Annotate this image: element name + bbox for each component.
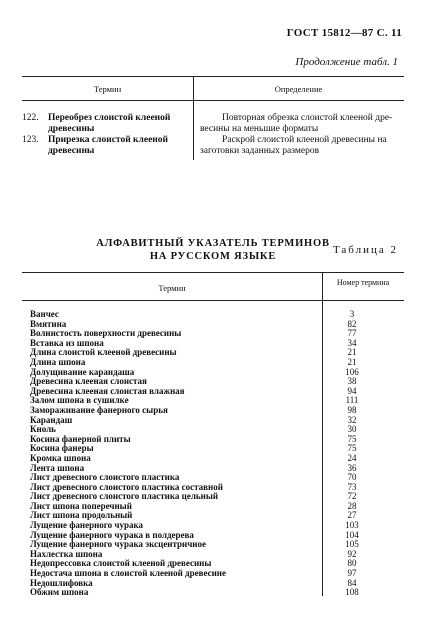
index-term: Лист шпона поперечный [30,500,132,511]
index-term-number: 105 [345,539,359,550]
index-term-number: 24 [347,452,357,463]
index-term-number: 103 [345,520,359,531]
page-header: ГОСТ 15812—87 С. 11 [286,27,402,39]
index-term: Длина шпона [30,356,86,367]
index-term-number: 34 [347,337,357,348]
table2-label: Таблица 2 [332,244,398,256]
table1-col-definition: Определение [274,84,323,94]
index-term-number: 97 [347,568,357,579]
index-term: Вставка из шпона [30,337,104,348]
index-term-number: 82 [347,318,357,329]
index-list [30,310,376,598]
index-term: Карандаш [30,414,73,425]
index-term: Лист древесного слоистого пластика [30,472,180,483]
index-term-number: 98 [347,404,357,415]
index-term: Лист древесного слоистого пластика цельный [30,491,219,502]
index-term: Лист древесного слоистого пластика составной [30,481,223,492]
term-number: 122. [22,113,39,123]
table1-col-term: Термин [93,84,122,94]
table-row [0,113,426,137]
index-term: Лента шпона [30,462,85,473]
table-row [30,406,376,416]
table2-top-rule [22,272,404,273]
index-term-number: 3 [349,309,355,319]
table1-top-rule [22,76,404,77]
index-term: Вмятина [30,318,67,329]
term-number: 123. [22,135,39,145]
index-term-number: 38 [347,376,357,387]
index-term: Длина слоистой клееной древесины [30,347,177,358]
index-title-line1: АЛФАВИТНЫЙ УКАЗАТЕЛЬ ТЕРМИНОВ [96,238,330,249]
term-definition: Раскрой слоистой клееной древесины на заготовки заданных размеров [200,135,387,156]
index-term-number: 72 [347,491,357,502]
index-term-number: 21 [347,356,357,367]
term-name: Переобрез слоистой клееной древесины [48,113,171,134]
index-term: Замораживание фанерного сырья [30,404,168,415]
index-term: Кноль [30,424,56,435]
index-term: Косина фанерной плиты [30,433,131,444]
index-term: Недостача шпона в слоистой клееной древесине [30,568,226,579]
index-term: Кромка шпона [30,452,91,463]
index-title-line2: НА РУССКОМ ЯЗЫКЕ [149,251,277,262]
index-term-number: 36 [347,462,357,473]
index-term: Нахлестка шпона [30,548,103,559]
index-term: Залом шпона в сушилке [30,395,129,406]
index-term: Лущение фанерного чурака [30,520,144,531]
index-term-number: 77 [347,328,357,339]
index-term: Древесина клееная слоистая влажная [30,385,185,396]
index-term: Древесина клееная слоистая [30,376,147,387]
index-term-number: 108 [345,587,359,598]
index-term-number: 106 [345,366,359,377]
index-term: Долущивание карандаша [30,366,135,377]
index-term-number: 70 [347,472,357,483]
table2-col-number: Номер термина [336,278,390,287]
table1-header-rule [22,100,404,101]
term-name: Прирезка слоистой клееной древесины [48,135,168,156]
table2-header-rule [22,300,404,301]
index-term: Обжим шпона [30,587,89,598]
table2-col-term: Термин [158,283,186,293]
index-term-number: 75 [347,443,357,454]
index-term: Лущение фанерного чурака эксцентричное [30,539,206,550]
index-term: Лист шпона продольный [30,510,133,521]
table-row [0,135,426,159]
index-term-number: 75 [347,433,357,444]
index-term: Ванчес [30,309,59,319]
table-continuation-note: Продолжение табл. 1 [295,56,398,68]
index-term: Лущение фанерного чурака в полдерева [30,529,194,540]
index-term-number: 30 [347,424,357,435]
index-term-number: 27 [347,510,357,521]
table-row [30,310,376,320]
index-term: Волнистость поверхности древесины [30,328,182,339]
index-term-number: 21 [347,347,357,358]
index-term-number: 104 [345,529,359,540]
index-term: Косина фанеры [30,443,94,454]
index-term-number: 80 [347,558,357,569]
index-term: Недопрессовка слоистой клееной древесины [30,558,212,569]
index-term: Недошлифовка [30,577,93,588]
index-term-number: 73 [347,481,357,492]
index-term-number: 32 [347,414,357,425]
index-term-number: 94 [347,385,357,396]
index-term-number: 92 [347,548,357,559]
table-row [30,416,376,426]
term-definition: Повторная обрезка слоистой клееной дре- весины на меньшие форматы [200,113,393,134]
index-term-number: 28 [347,500,357,511]
index-term-number: 111 [345,395,359,406]
table-row [30,588,376,598]
index-term-number: 84 [347,577,357,588]
